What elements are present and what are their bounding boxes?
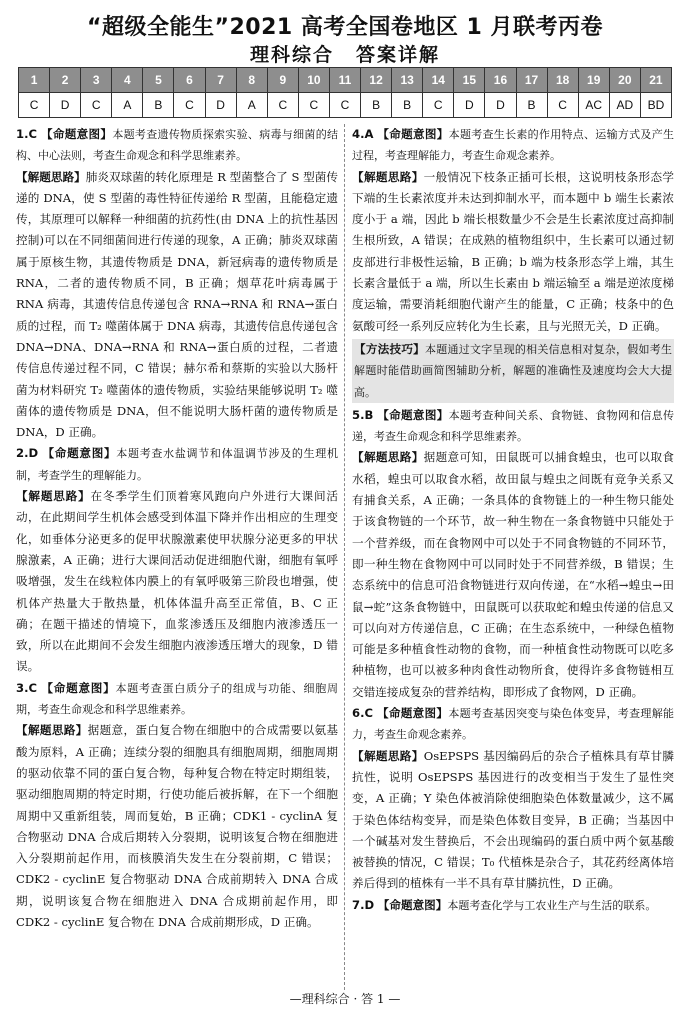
intent-text: 本题考查蛋白质分子的组成与功能、细胞周期，考查生命观念和科学思维素养。 — [16, 681, 338, 717]
analysis-label: 【解题思路】 — [16, 723, 88, 738]
question-answer-label: 3.C — [16, 680, 37, 695]
method-tip-text: 本题通过文字呈现的相关信息相对复杂，假如考生解题时能借助画简图辅助分析，解题的准确性及速度均会大大提高。 — [354, 342, 672, 399]
intent-label: 【命题意图】 — [40, 127, 113, 141]
answer-cell: C — [298, 93, 329, 118]
answer-cell: B — [143, 93, 174, 118]
analysis-text: 据题意可知，田鼠既可以捕食蝗虫，也可以取食水稻，蝗虫可以取食水稻，故田鼠与蝗虫之间既有竞争关系又有捕食关系，A 正确；一条具体的食物链上的一种生物只能处于该食物链的一个环节，故一种生物在一条食物链中只能处于一个营养级，而在食物网中可以处于不同食物链的不同环节，即一种生物在食物网中可以同时处于不同营养级，B 错误；生态系统中的信息可沿食物链进行双向传递，在“水稻→蝗虫→田鼠→蛇”这条食物链中，田鼠既可以获取蛇和蝗虫传递的信息又可以向对方传递信息，C 正确；在生态系统中，一种绿色植物可能是多种植食性动物的食物，而一种植食性动物既可以吃多种植物，也可以被多种肉食性动物所食，使得许多食物链相互交错连接成复杂的营养结构，即形成了食物网，D 正确。 — [352, 450, 674, 699]
answer-table — [18, 67, 672, 118]
question-number-cell: 16 — [485, 68, 516, 93]
answer-cell: C — [423, 93, 454, 118]
intent-paragraph — [16, 443, 338, 486]
analysis-paragraph — [16, 167, 338, 444]
analysis-label: 【解题思路】 — [16, 169, 86, 184]
analysis-paragraph — [16, 720, 338, 933]
question-answer-label: 6.C — [352, 706, 373, 721]
method-tip-label: 【方法技巧】 — [354, 341, 425, 356]
column-divider — [344, 124, 345, 990]
intent-text: 本题考查种间关系、食物链、食物网和信息传递，考查生命观念和科学思维素养。 — [352, 408, 674, 444]
intent-paragraph — [352, 124, 674, 167]
answer-cell: D — [454, 93, 485, 118]
answer-cell: AC — [578, 93, 609, 118]
question-number-cell: 5 — [143, 68, 174, 93]
question-number-cell: 17 — [516, 68, 547, 93]
answer-cell: A — [112, 93, 143, 118]
intent-paragraph — [352, 405, 674, 448]
answer-table-number-row — [19, 68, 672, 93]
subtitle-subject: 理科综合 — [249, 44, 334, 66]
answer-cell: C — [174, 93, 205, 118]
analysis-paragraph — [352, 746, 674, 895]
method-tip-paragraph — [352, 339, 674, 403]
answer-cell: D — [205, 93, 236, 118]
question-explanation — [16, 443, 338, 677]
answer-cell: B — [392, 93, 423, 118]
question-answer-label: 2.D — [16, 446, 39, 461]
intent-label: 【命题意图】 — [377, 407, 449, 422]
question-number-cell: 14 — [423, 68, 454, 93]
question-number-cell: 12 — [361, 68, 392, 93]
question-number-cell: 7 — [205, 68, 236, 93]
question-number-cell: 19 — [578, 68, 609, 93]
intent-text: 本题考查水盐调节和体温调节涉及的生理机制，考查学生的理解能力。 — [16, 447, 338, 482]
analysis-label: 【解题思路】 — [352, 748, 424, 763]
question-answer-label: 4.A — [352, 127, 374, 141]
question-number-cell: 6 — [174, 68, 205, 93]
question-answer-label: 1.C — [16, 127, 37, 141]
intent-paragraph — [16, 124, 338, 167]
answer-cell: C — [267, 93, 298, 118]
analysis-text: 据题意，蛋白复合物在细胞中的合成需要以氨基酸为原料，A 正确；连续分裂的细胞具有细胞周期，细胞周期的驱动依靠不同的蛋白复合物，每种复合物在特定时期组装，驱动细胞周期的特定时期，行使功能后被拆解，在下一个细胞周期中又重新组装，周而复始，B 正确；CDK1 - cyclinA 复合物驱动 DNA 合成后期转入分裂期，说明该复合物在细胞进入分裂期前起作用，而核膜消失发生在分裂前期，C 错误；CDK2 - cyclinE 复合物驱动 DNA 合成前期转入 DNA 合成期，说明该复合物在细胞进入 DNA 合成期前起作用，即 CDK2 - cyclinE 复合物在 DNA 合成前期形成，D 正确。 — [16, 723, 338, 929]
left-column — [16, 124, 338, 990]
page-subtitle — [0, 40, 690, 67]
analysis-text: 一般情况下枝条正插可长根，这说明枝条形态学下端的生长素浓度并未达到抑制水平，而本题中 b 端生长素浓度小于 a 端，因此 b 端长根数量少不会是生长素浓度过高抑制生根所致，A 错误；在成熟的植物组织中，生长素可以通过韧皮部进行非极性运输，B 正确；b 端为枝条形态学上端，其生长素含量低于 a 端，所以生长素由 b 端运输至 a 端是逆浓度梯度运输，需要消耗细胞代谢产生的能量，C 正确；枝条中的色氨酸可经一系列反应转化为生长素，且与光照无关，D 正确。 — [352, 169, 674, 333]
question-number-cell: 3 — [81, 68, 112, 93]
answer-table-answer-row — [19, 93, 672, 118]
answer-cell: A — [236, 93, 267, 118]
question-explanation — [352, 895, 674, 916]
intent-label: 【命题意图】 — [41, 680, 116, 695]
analysis-text: 肺炎双球菌的转化原理是 R 型菌整合了 S 型菌传递的 DNA，使 S 型菌的毒性特征传递给 R 型菌，且能稳定遗传，其原理可以解释一种细菌的抗药性(由 DNA 上的抗性基因控制)可以在不同细菌间进行传递的现象，A 正确；肺炎双球菌属于原核生物，其遗传物质是 DNA，新冠病毒的遗传物质是 RNA，二者的遗传物质不同，B 正确；烟草花叶病毒属于 RNA 病毒，其遗传信息传递包含 RNA→RNA 和 RNA→蛋白质的过程，而 T₂ 噬菌体属于 DNA 病毒，其遗传信息传递包含 DNA→DNA、DNA→RNA 和 RNA→蛋白质的过程，二者遗传信息传递过程不同，C 错误；赫尔希和蔡斯的实验以大肠杆菌为材料研究 T₂ 噬菌体的遗传物质，实验结果能够说明 T₂ 噬菌体的遗传物质是 DNA，但不能说明大肠杆菌的遗传物质是 DNA，D 正确。 — [16, 169, 338, 440]
intent-label: 【命题意图】 — [377, 127, 449, 141]
question-number-cell: 10 — [298, 68, 329, 93]
question-explanation — [352, 703, 674, 895]
question-number-cell: 11 — [329, 68, 360, 93]
intent-text: 本题考查基因突变与染色体变异，考查理解能力，考查生命观念素养。 — [352, 707, 674, 742]
intent-label: 【命题意图】 — [42, 446, 117, 461]
intent-text: 本题考查化学与工农业生产与生活的联系。 — [447, 898, 657, 912]
question-number-cell: 8 — [236, 68, 267, 93]
question-explanation — [352, 124, 674, 403]
intent-text: 本题考查遗传物质探索实验、病毒与细菌的结构、中心法则，考查生命观念和科学思维素养。 — [16, 128, 338, 163]
intent-paragraph — [352, 703, 674, 746]
right-column — [352, 124, 674, 990]
intent-label: 【命题意图】 — [376, 706, 449, 721]
question-number-cell: 4 — [112, 68, 143, 93]
answer-cell: AD — [609, 93, 640, 118]
intent-paragraph — [16, 678, 338, 721]
analysis-label: 【解题思路】 — [352, 169, 424, 184]
question-answer-label: 5.B — [352, 407, 374, 422]
analysis-label: 【解题思路】 — [352, 450, 424, 465]
answer-cell: B — [361, 93, 392, 118]
intent-label: 【命题意图】 — [377, 897, 448, 912]
analysis-label: 【解题思路】 — [16, 489, 91, 504]
question-explanation — [16, 124, 338, 443]
intent-paragraph — [352, 895, 674, 916]
analysis-paragraph — [352, 167, 674, 337]
question-number-cell: 2 — [50, 68, 81, 93]
question-number-cell: 15 — [454, 68, 485, 93]
question-explanation — [16, 678, 338, 934]
answer-cell: D — [50, 93, 81, 118]
question-number-cell: 18 — [547, 68, 578, 93]
answer-cell: D — [485, 93, 516, 118]
analysis-paragraph — [16, 486, 338, 678]
subtitle-kind: 答案详解 — [356, 44, 441, 66]
answer-cell: C — [547, 93, 578, 118]
question-number-cell: 13 — [392, 68, 423, 93]
question-answer-label: 7.D — [352, 897, 375, 912]
page-footer: —理科综合 · 答 1 — — [289, 992, 401, 1006]
answer-cell: B — [516, 93, 547, 118]
analysis-text: 在冬季学生们顶着寒风跑向户外进行大课间活动，在此期间学生机体会感受到体温下降并作出相应的生理变化，如垂体分泌更多的促甲状腺激素使甲状腺分泌更多的甲状腺激素，A 正确；进行大课间活动促进细胞代谢，细胞有氧呼吸增强，发生在线粒体内膜上的有氧呼吸第三阶段也增强，使机体产热量大于散热量，机体体温升高至正常值，B、C 正确；在题干描述的情境下，血浆渗透压及细胞内液渗透压一致，所以在此期间不会发生细胞内液渗透压增大的现象，D 错误。 — [16, 489, 338, 674]
question-number-cell: 20 — [609, 68, 640, 93]
analysis-text: OsEPSPS 基因编码后的杂合子植株具有草甘膦抗性，说明 OsEPSPS 基因进行的改变相当于发生了显性突变，A 正确；Y 染色体被消除使细胞染色体数量减少，这不属于染色体结构变异，而是染色体数目变异，B 正确；当基因中一个碱基对发生替换后，不会出现编码的蛋白质中两个氨基酸被替换的情况，C 错误；T₀ 代植株是杂合子，其花药经离体培养后得到的植株有一半不具有草甘膦抗性，D 正确。 — [352, 748, 674, 891]
analysis-paragraph — [352, 447, 674, 703]
question-number-cell: 1 — [19, 68, 50, 93]
question-number-cell: 9 — [267, 68, 298, 93]
question-number-cell: 21 — [640, 68, 671, 93]
answer-cell: C — [19, 93, 50, 118]
answer-cell: BD — [640, 93, 671, 118]
question-explanation — [352, 405, 674, 703]
page-title: “超级全能生”2021 高考全国卷地区 1 月联考丙卷 — [87, 15, 603, 40]
answer-cell: C — [81, 93, 112, 118]
answer-cell: C — [329, 93, 360, 118]
intent-text: 本题考查生长素的作用特点、运输方式及产生过程，考查理解能力，考查生命观念素养。 — [352, 128, 674, 163]
